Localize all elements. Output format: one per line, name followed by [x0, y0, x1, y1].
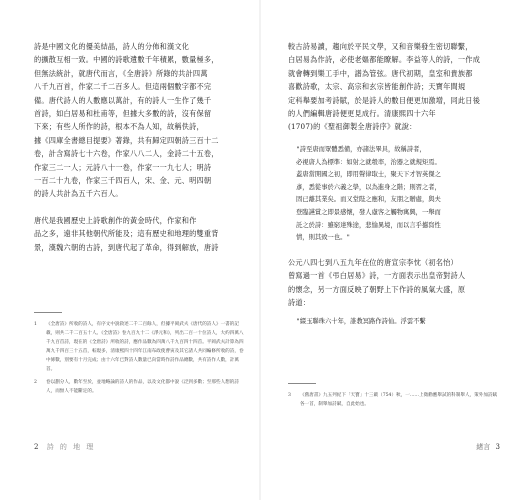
- footnote-text: 卷以劃分人，數年至於，並地略論的詩人的作品，以及文化都中說《泛到多數；至那些人想的詩人，而無人不能斷定的。: [46, 380, 239, 394]
- body-line: 定科舉要加考詩賦，於是詩人的數目便更加激增，同此日後: [288, 95, 481, 105]
- footnote: [34, 378, 246, 396]
- body-line: 的詩人共計為五千六百人。: [34, 189, 123, 199]
- body-line: 作家三二一人；元詩八十一卷，作家一一九七人；明詩: [34, 162, 212, 172]
- body-line: 景，漢魏六朝的古詩，到唐代起了革命，得到解放，唐詩: [34, 242, 219, 252]
- quote-line: 情，則其致一也。": [296, 234, 351, 242]
- body-line: 的人們編輯唐詩便更見成行。清康熙四十六年: [288, 109, 436, 119]
- block-quote: [296, 316, 426, 329]
- body-line: 喜歡詩歌，太宗、高宗和玄宗皆能創作詩；天寶年間規: [288, 82, 466, 92]
- body-line: 就會轉到樂工手中，譜為管弦。唐代初期，皇室和貴族都: [288, 68, 473, 78]
- quote-line: 登臨讌賞之即景感懷，發人慮客之觸物寓興，一舉而: [296, 208, 441, 216]
- block-quote: [296, 144, 441, 245]
- body-line: 品之多，遠非其他朝代所能及；這有歷史和地理的雙重背: [34, 229, 219, 239]
- footnote-text: 《全唐詩》所收的詩人，有序文中說敘述二千二百餘人，但據平岡武夫《唐代的詩人》一書的記載，則共二千二百五十人。《全唐詩》卷九百九十二《淨元和》，列出二百一十位詩人，大約四萬八千九百首詩，現在的《全唐詩》所收的詩，應作品數為四萬八千九百四十四首。平岡武夫計算為四萬九千四百三十五首，較現多，清康熙四十四年江南布政使曹寅及其它諸人共同編修所收的詩，卷中條數，別要有十月完成；由十六年已對詩人數量已向當時作詩作品總數，共有詩作人數，計萬首。: [46, 322, 244, 372]
- left-body-text: [34, 40, 244, 254]
- footnote: [288, 391, 500, 409]
- footnote-number: 1: [34, 322, 37, 327]
- running-title: 緒言: [476, 443, 491, 451]
- body-line: 首詩，如白居易和杜甫等，但據大多數的詩，沒有保留: [34, 109, 212, 119]
- quote-line: 託之於詩：雖窮達殊途，悲愉異境，而以言乎攄寫性: [296, 221, 441, 229]
- body-line: 詩道：: [288, 298, 311, 308]
- footnote-number: 3: [288, 393, 291, 398]
- quote-line: 蓋唐當開國之初，即用聲律取士，聚天下才智英傑之: [296, 171, 441, 179]
- right-body-text-2: [288, 256, 500, 310]
- body-line: 一百二十九卷，作家三千四百人，宋、金、元、明四朝: [34, 176, 212, 186]
- footnote-number: 2: [34, 380, 37, 385]
- body-line: 較古詩易讀，趨向於平民文學，又和音樂發生密切聯繫，: [288, 42, 473, 51]
- body-line: 但無法統計，就唐代而言，《全唐詩》所錄的共計四萬: [34, 68, 208, 78]
- quote-line: 彥，悉從事於六義之學，以為進身之階；則習之者，: [296, 183, 441, 191]
- right-body-text: [288, 40, 500, 134]
- body-line: 白居易為作詩，必使老嫗都能瞭解。李益等人的詩，一作成: [288, 55, 481, 65]
- page-number: 2: [34, 443, 39, 451]
- quote-line: "詩至唐而眾體悉備，亦諸法畢具，故稱詩者，: [296, 146, 426, 153]
- body-line: 據《四庫全書總目提要》著錄，共有歸定四朝詩三百十二: [34, 135, 219, 145]
- footnote-text: 《舊唐書》九五列紀下「天寶」十三載（754）秋，一……上徵勸應舉試的科制舉人，策外加詩賦各一首，制舉加詩賦，自此始也。: [300, 393, 498, 407]
- body-line: (1707)的《聖祖御製全唐詩序》就說：: [288, 122, 417, 132]
- footnote-rule: [288, 383, 316, 384]
- right-page: [260, 0, 520, 500]
- body-line: 備。唐代詩人的人數應以萬計，有的詩人一生作了幾千: [34, 95, 212, 105]
- body-line: 八千九百首，作家二千二百多人。但這兩個數字都不完: [34, 82, 212, 92]
- body-line: 唐代是我國歷史上詩歌創作的黃金時代，作家和作: [34, 215, 197, 225]
- left-folio: [34, 442, 95, 452]
- quote-line: 固已離其業矣。而又堂陛之應和，友朋之贈處，與夫: [296, 196, 441, 204]
- quote-line: "綴玉聯珠六十年，誰教冥路作詩仙。浮雲不繫: [296, 318, 426, 325]
- body-line: 詩是中國文化的優美結晶，詩人的分佈和漢文化: [34, 42, 190, 51]
- quote-line: 必視唐人為標準：如射之就彀率，治器之就規矩焉。: [296, 158, 441, 166]
- right-folio: [476, 442, 500, 452]
- body-line: 公元八四七到八五九年在位的唐宣宗李忱（初名怡）: [288, 258, 458, 267]
- running-title: 詩 的 地 理: [46, 443, 96, 451]
- body-line: 的懷念，另一方面反映了朝野上下作詩的風氣大盛，原: [288, 284, 466, 294]
- footnote-rule: [34, 312, 62, 313]
- footnote: [34, 320, 246, 374]
- page-number: 3: [495, 443, 500, 451]
- body-line: 曾寫過一首《弔白居易》詩，一方面表示出皇帝對詩人: [288, 271, 466, 281]
- paragraph-gap: [34, 201, 244, 214]
- body-line: 下來；有些人所作的詩，根本不為人知，故稱佚詩，: [34, 122, 204, 132]
- body-line: 卷，計含寫詩七十六卷，作家八八二人，金詩二十五卷，: [34, 149, 219, 159]
- body-line: 的擴散互相一致。中國的詩歌遺數千年積累，數量極多，: [34, 55, 219, 65]
